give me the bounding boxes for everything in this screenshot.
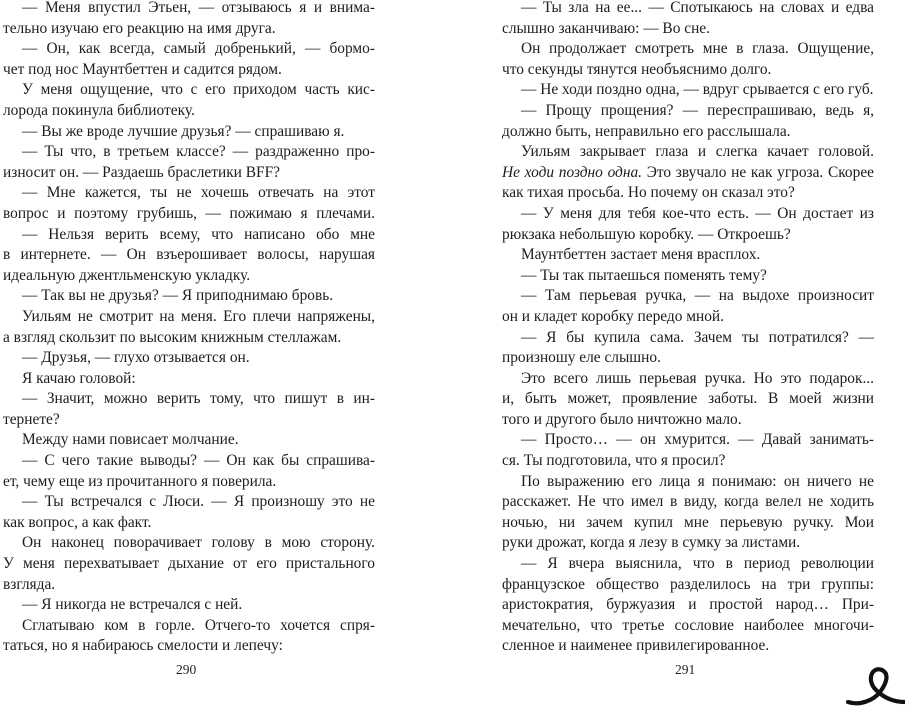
- right-page-line: сленное и наименее привилегированное.: [502, 637, 770, 655]
- left-page-line: Он наконец поворачивает голову в мою сторону.: [22, 534, 375, 552]
- right-page-line: По выражению его лица я понимаю: он ничего не: [521, 472, 874, 490]
- left-page-line: взгляда.: [3, 575, 56, 593]
- left-page-line: — Мне кажется, ты не хочешь отвечать на этот: [22, 184, 375, 202]
- left-page-line: вопрос и поэтому грубишь, — пожимаю я плечами.: [3, 204, 375, 222]
- right-page-line: слышно заканчиваю: — Во сне.: [502, 19, 710, 37]
- right-page-line: французское общество разделилось на три группы:: [502, 575, 874, 593]
- left-page-line: — Так вы не друзья? — Я приподнимаю бровь.: [22, 287, 334, 305]
- right-page-line: он и кладет коробку передо мной.: [502, 307, 725, 325]
- left-page-line: Я качаю головой:: [22, 369, 136, 387]
- left-page-line: У меня ощущение, что с его приходом часть кис-: [22, 81, 375, 99]
- right-page-line: — Я бы купила сама. Зачем ты потратился? —: [521, 328, 874, 346]
- left-page-line: — Я никогда не встречался с ней.: [22, 596, 243, 614]
- left-page-line: в интернете. — Он взъерошивает волосы, нарушая: [3, 246, 375, 264]
- page-number-left: 290: [176, 662, 197, 677]
- right-page-line: — Ты так пытаешься поменять тему?: [521, 266, 767, 284]
- left-page-line: таться, но я набираюсь смелости и лепечу:: [3, 637, 283, 655]
- right-page-line: — Там перьевая ручка, — на выдохе произносит: [521, 287, 874, 305]
- left-page-line: Уильям не смотрит на меня. Его плечи напряжены,: [22, 307, 375, 325]
- right-page-line: что секунды тянутся необъяснимо долго.: [502, 60, 772, 78]
- right-page-line: должно быть, неправильно его расслышала.: [502, 122, 791, 140]
- right-page-line: руки дрожат, когда я лезу в сумку за листами.: [502, 534, 801, 552]
- left-page-line: ет, чему еще из прочитанного я поверила.: [3, 472, 277, 490]
- right-page-text: [502, 0, 874, 657]
- left-page-line: — Значит, можно верить тому, что пишут в ин-: [22, 390, 375, 408]
- left-page-line: лорода покинула библиотеку.: [3, 101, 195, 119]
- left-page-line: идеальную джентльменскую укладку.: [3, 266, 251, 284]
- right-page-line: Маунтбеттен застает меня врасплох.: [521, 246, 761, 264]
- right-page-line: аристократия, буржуазия и простой народ… При-: [502, 596, 874, 614]
- left-page: [3, 0, 375, 657]
- left-page-line: — Друзья, — глухо отзывается он.: [22, 349, 250, 367]
- left-page-line: как вопрос, а как факт.: [3, 513, 152, 531]
- left-page-line: Сглатываю ком в горле. Отчего-то хочется спря-: [22, 616, 375, 634]
- right-page-line: рюкзака небольшую коробку. — Откроешь?: [502, 225, 791, 243]
- right-page-line: и, быть может, проявление заботы. В моей жизни: [502, 390, 874, 408]
- left-page-line: — Он, как всегда, самый добренький, — бормо-: [22, 40, 375, 58]
- right-page-line: — Прощу прощения? — переспрашиваю, ведь я,: [521, 101, 874, 119]
- left-page-line: — Нельзя верить всему, что написано обо мне: [22, 225, 375, 243]
- left-page-line: У меня перехватывает дыхание от его пристального: [3, 555, 375, 573]
- right-page-line: мечательно, что третье сословие наиболее многочи-: [502, 616, 874, 634]
- left-page-text: [3, 0, 375, 657]
- left-page-line: чет под нос Маунтбеттен и садится рядом.: [3, 60, 282, 78]
- right-page-line: — Я вчера выяснила, что в период революции: [521, 555, 874, 573]
- curl-ornament-icon: [846, 662, 905, 710]
- right-page-line: — У меня для тебя кое-что есть. — Он достает из: [521, 204, 874, 222]
- right-page-line: ночью, ни зачем купил мне перьевую ручку. Мои: [502, 513, 874, 531]
- left-page-line: — С чего такие выводы? — Он как бы спрашива-: [22, 452, 375, 470]
- left-page-line: тельно изучаю его реакцию на имя друга.: [3, 19, 276, 37]
- left-page-line: Между нами повисает молчание.: [22, 431, 239, 449]
- right-page-line: как тихая просьба. Но почему он сказал это?: [502, 184, 795, 202]
- right-page-line: произношу еле слышно.: [502, 349, 661, 367]
- right-page-line: — Просто… — он хмурится. — Давай занимать-: [521, 431, 874, 449]
- left-page-line: а взгляд скользит по высоким книжным стеллажам.: [3, 328, 342, 346]
- right-page-line: ся. Ты подготовила, что я просил?: [502, 452, 726, 470]
- left-page-line: — Вы же вроде лучшие друзья? — спрашиваю я.: [22, 122, 345, 140]
- left-page-line: — Ты что, в третьем классе? — раздраженно про-: [22, 143, 375, 161]
- left-page-line: — Ты встречался с Люси. — Я произношу это не: [22, 493, 375, 511]
- right-page: [502, 0, 874, 657]
- left-page-line: тернете?: [3, 410, 60, 428]
- right-page-line: того и другого было ничтожно мало.: [502, 410, 742, 428]
- left-page-line: — Меня впустил Этьен, — отзываюсь я и внима-: [22, 0, 375, 16]
- right-page-line: — Не ходи поздно одна, — вдруг срывается с его губ.: [521, 81, 874, 99]
- right-page-line: — Ты зла на ее... — Спотыкаюсь на словах и едва: [521, 0, 874, 16]
- right-page-line: Он продолжает смотреть мне в глаза. Ощущение,: [521, 40, 874, 58]
- right-page-line: расскажет. Не что имел в виду, когда велел не ходить: [502, 493, 874, 511]
- page-number-right: 291: [675, 662, 696, 677]
- right-page-line: Не ходи поздно одна. Это звучало не как угроза. Скорее: [502, 163, 874, 181]
- right-page-line: Уильям закрывает глаза и слегка качает головой.: [521, 143, 874, 161]
- left-page-line: износит он. — Раздаешь браслетики BFF?: [3, 163, 280, 181]
- right-page-line: Это всего лишь перьевая ручка. Но это подарок...: [521, 369, 874, 387]
